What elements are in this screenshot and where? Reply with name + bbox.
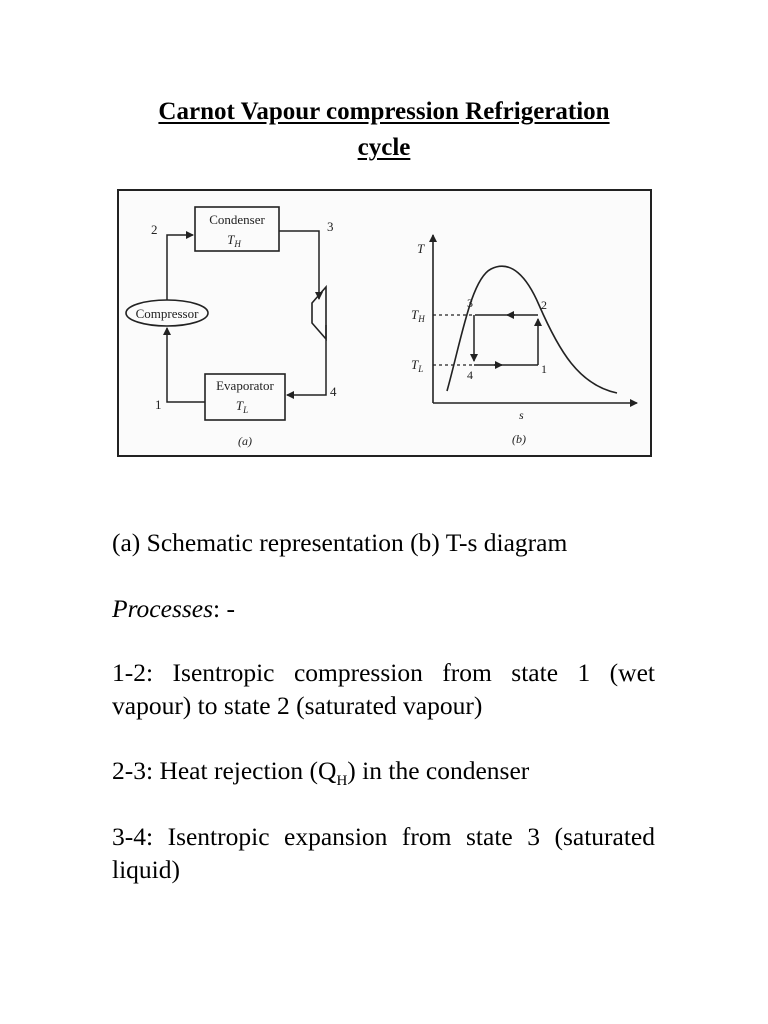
cycle-figure — [117, 189, 652, 457]
schematic-state-4: 4 — [330, 384, 337, 399]
line-state-2 — [167, 235, 193, 300]
page-title — [100, 94, 668, 166]
evaporator-temp: $T_L$ — [235, 398, 249, 415]
compressor-label: Compressor — [135, 306, 199, 321]
schematic-state-1: 1 — [155, 397, 162, 412]
figure-svg — [119, 191, 650, 455]
processes-heading — [112, 592, 655, 625]
line-state-1 — [167, 328, 205, 402]
process-2-3-after: ) in the condenser — [347, 756, 530, 785]
process-2-3-text — [112, 754, 655, 798]
process-2-3-sub: H — [336, 773, 348, 790]
line-state-3 — [279, 231, 319, 299]
figure-caption-text: (a) Schematic representation (b) T-s diagram — [112, 528, 568, 557]
line-state-4 — [287, 325, 326, 395]
ts-caption: (b) — [512, 432, 526, 446]
schematic-caption: (a) — [238, 434, 252, 448]
title-line-2: cycle — [357, 134, 411, 161]
process-1-2-text: 1-2: Isentropic compression from state 1 (wet vapour) to state 2 (saturated vapour) — [112, 658, 655, 720]
condenser-label: Condenser — [209, 212, 265, 227]
ts-x-label: s — [519, 408, 524, 422]
expander-symbol — [312, 287, 326, 339]
evaporator-label: Evaporator — [216, 378, 274, 393]
processes-heading-suffix: : - — [213, 594, 235, 623]
schematic-state-3: 3 — [327, 219, 334, 234]
tl-label: $T_L$ — [411, 357, 424, 374]
process-3-4-text: 3-4: Isentropic expansion from state 3 (saturated liquid) — [112, 822, 655, 884]
ts-point-4: 4 — [467, 368, 473, 382]
title-line-1: Carnot Vapour compression Refrigeration — [158, 98, 610, 125]
ts-point-1: 1 — [541, 362, 547, 376]
ts-y-label: T — [417, 241, 425, 256]
process-2-3-before: 2-3: Heat rejection (Q — [112, 756, 337, 785]
processes-heading-word: Processes — [112, 594, 214, 623]
schematic-state-2: 2 — [151, 222, 158, 237]
th-label: $T_H$ — [411, 307, 425, 324]
ts-point-3: 3 — [467, 296, 473, 310]
ts-point-2: 2 — [541, 298, 547, 312]
condenser-temp: $T_H$ — [227, 232, 241, 249]
